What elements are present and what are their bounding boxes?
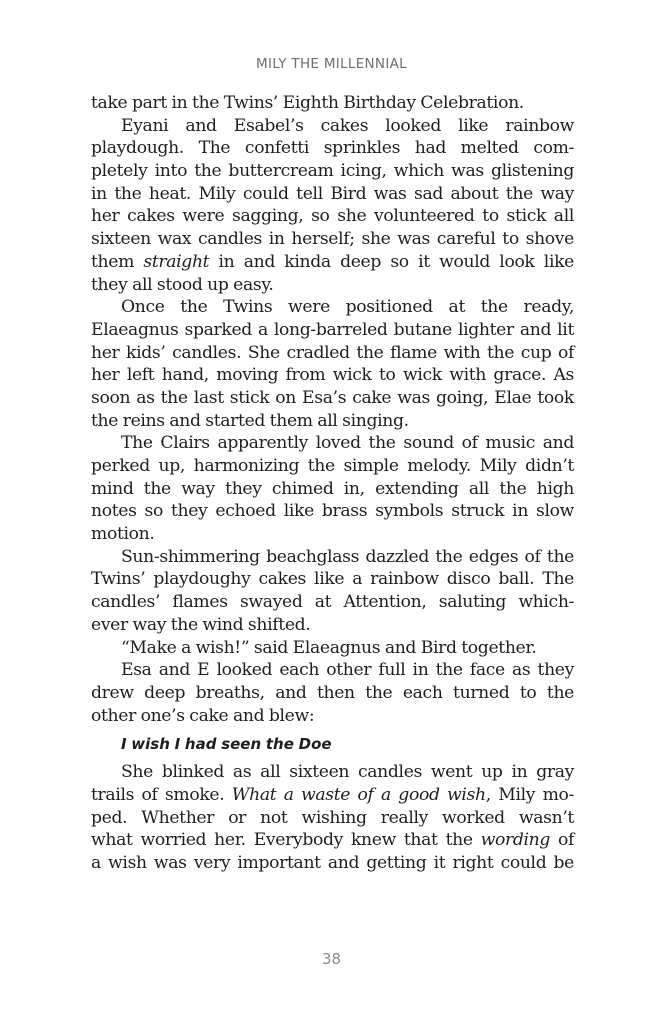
text-segment: “Make a wish!” said Elaeagnus and Bird together. bbox=[121, 637, 537, 658]
text-line bbox=[91, 523, 574, 546]
text-line bbox=[91, 205, 574, 228]
text-line bbox=[91, 410, 574, 433]
text-line bbox=[91, 251, 574, 274]
text-line bbox=[91, 852, 574, 875]
text-segment: perked up, harmonizing the simple melody. Mily didn’t bbox=[91, 456, 574, 476]
text-line bbox=[91, 274, 574, 297]
body-text bbox=[91, 92, 574, 875]
text-line bbox=[91, 546, 574, 569]
text-segment: Twins’ playdoughy cakes like a rainbow disco ball. The bbox=[91, 569, 574, 590]
text-segment: motion. bbox=[91, 524, 155, 545]
text-line bbox=[91, 115, 574, 138]
italic-text: What a waste of a good wish bbox=[231, 784, 486, 805]
text-segment: Eyani and Esabel’s cakes looked like rainbow bbox=[121, 115, 574, 136]
text-segment: Sun-shimmering beachglass dazzled the edges of the bbox=[121, 546, 574, 567]
text-segment: candles’ flames swayed at Attention, saluting which- bbox=[91, 592, 574, 613]
text-segment: what worried her. Everybody knew that the bbox=[91, 830, 481, 851]
text-line bbox=[91, 705, 574, 728]
text-segment: She blinked as all sixteen candles went up in gray bbox=[121, 762, 574, 783]
text-line bbox=[91, 183, 574, 206]
text-line bbox=[91, 228, 574, 251]
running-head: MILY THE MILLENNIAL bbox=[256, 56, 407, 72]
text-segment: playdough. The confetti sprinkles had melted com- bbox=[91, 138, 574, 159]
text-segment: the reins and started them all singing. bbox=[91, 410, 409, 431]
text-segment: soon as the last stick on Esa’s cake was going, Elae took bbox=[91, 387, 574, 408]
text-segment: trails of smoke. bbox=[91, 784, 232, 805]
text-line bbox=[91, 591, 574, 614]
text-line bbox=[91, 637, 574, 660]
italic-text: wording bbox=[480, 830, 551, 851]
text-line bbox=[91, 364, 574, 387]
text-line bbox=[91, 784, 574, 807]
text-segment: a wish was very important and getting it right could be bbox=[91, 853, 574, 873]
text-line bbox=[91, 342, 574, 365]
text-segment: her cakes were sagging, so she volunteered to stick all bbox=[91, 206, 574, 227]
text-segment: , Mily mo- bbox=[485, 784, 574, 805]
text-segment: them bbox=[91, 251, 144, 272]
text-segment: Once the Twins were positioned at the ready, bbox=[121, 297, 574, 318]
text-segment: take part in the Twins’ Eighth Birthday Celebration. bbox=[91, 93, 524, 113]
text-line bbox=[91, 568, 574, 591]
text-line bbox=[91, 500, 574, 523]
text-line bbox=[91, 761, 574, 784]
text-segment: her kids’ candles. She cradled the flame with the cup of bbox=[91, 342, 574, 363]
text-segment: of bbox=[550, 830, 574, 851]
text-line bbox=[91, 807, 574, 830]
text-segment: mind the way they chimed in, extending all the high bbox=[91, 478, 574, 499]
text-segment: in the heat. Mily could tell Bird was sad about the way bbox=[91, 183, 574, 204]
text-line bbox=[91, 160, 574, 183]
text-line bbox=[91, 659, 574, 682]
text-segment: I wish I had seen the Doe bbox=[121, 735, 332, 754]
text-segment: her left hand, moving from wick to wick with grace. As bbox=[91, 365, 574, 386]
text-line bbox=[91, 432, 574, 455]
text-line bbox=[91, 478, 574, 501]
text-segment: they all stood up easy. bbox=[91, 274, 274, 295]
text-line bbox=[91, 614, 574, 637]
text-line bbox=[91, 455, 574, 478]
italic-text: straight bbox=[143, 251, 210, 272]
text-segment: notes so they echoed like brass symbols struck in slow bbox=[91, 501, 574, 522]
text-segment: Esa and E looked each other full in the face as they bbox=[121, 660, 574, 681]
text-segment: other one’s cake and blew: bbox=[91, 705, 315, 726]
text-line bbox=[91, 682, 574, 705]
text-segment: drew deep breaths, and then the each turned to the bbox=[91, 682, 574, 703]
text-segment: pletely into the buttercream icing, which was glistening bbox=[91, 161, 574, 182]
text-line bbox=[91, 387, 574, 410]
wish-line bbox=[91, 729, 574, 759]
text-line bbox=[91, 296, 574, 319]
text-segment: sixteen wax candles in herself; she was careful to shove bbox=[91, 229, 574, 250]
text-segment: The Clairs apparently loved the sound of music and bbox=[121, 433, 574, 454]
text-line bbox=[91, 92, 574, 115]
text-segment: ever way the wind shifted. bbox=[91, 614, 311, 635]
text-segment: ped. Whether or not wishing really worked wasn’t bbox=[91, 807, 574, 828]
text-line bbox=[91, 319, 574, 342]
text-line bbox=[91, 137, 574, 160]
text-segment: in and kinda deep so it would look like bbox=[209, 251, 574, 272]
text-segment: Elaeagnus sparked a long-barreled butane lighter and lit bbox=[91, 319, 574, 340]
text-line bbox=[91, 829, 574, 852]
page-number: 38 bbox=[321, 950, 342, 968]
